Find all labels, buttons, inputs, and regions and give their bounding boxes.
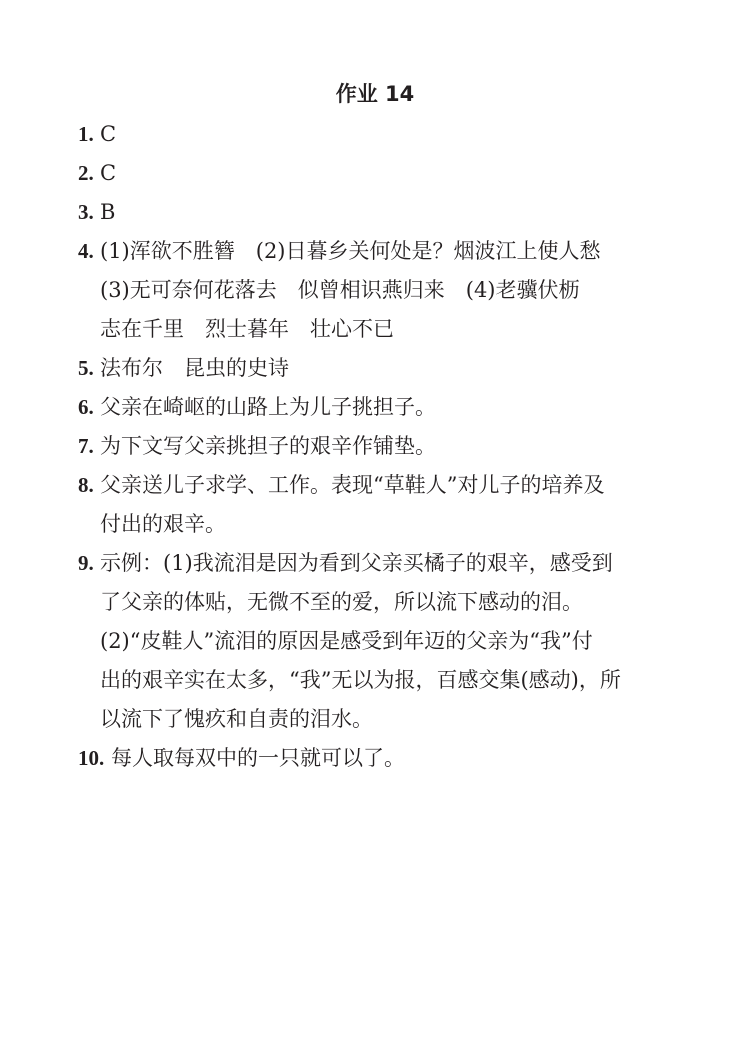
answer-number: 3. [78, 200, 94, 224]
answer-text-line: 每人取每双中的一只就可以了。 [111, 746, 405, 770]
answer-text-line: 父亲在崎岖的山路上为儿子挑担子。 [100, 395, 436, 419]
page-title: 作业 14 [335, 82, 415, 106]
answer-item [78, 388, 678, 427]
answer-number: 1. [78, 122, 94, 146]
answer-text-line: 以流下了愧疚和自责的泪水。 [100, 707, 373, 731]
answer-list [78, 115, 678, 778]
answer-text-line: 法布尔 昆虫的史诗 [100, 356, 289, 380]
answer-number: 2. [78, 161, 94, 185]
answer-item [78, 466, 678, 544]
answer-text-line: 付出的艰辛。 [100, 512, 226, 536]
answer-text-line: 父亲送儿子求学、工作。表现“草鞋人”对儿子的培养及 [100, 473, 605, 497]
answer-number: 9. [78, 551, 94, 575]
answer-item [78, 544, 678, 739]
answer-text-line: 示例：(1)我流泪是因为看到父亲买橘子的艰辛，感受到 [100, 551, 613, 575]
answer-number: 4. [78, 239, 94, 263]
answer-text-line: B [100, 200, 116, 224]
answer-item [78, 193, 678, 232]
answer-text-line: 为下文写父亲挑担子的艰辛作铺垫。 [100, 434, 436, 458]
answer-item [78, 232, 678, 349]
answer-number: 6. [78, 395, 94, 419]
answer-item [78, 739, 678, 778]
answer-text-line: 志在千里 烈士暮年 壮心不已 [100, 317, 394, 341]
answer-text-line: C [100, 122, 117, 146]
answer-number: 5. [78, 356, 94, 380]
answer-number: 10. [78, 746, 105, 770]
answer-text-line: (3)无可奈何花落去 似曾相识燕归来 (4)老骥伏枥 [100, 278, 580, 302]
answer-text-line: C [100, 161, 117, 185]
answer-number: 8. [78, 473, 94, 497]
answer-item [78, 349, 678, 388]
answer-number: 7. [78, 434, 94, 458]
answer-text-line: 了父亲的体贴，无微不至的爱，所以流下感动的泪。 [100, 590, 583, 614]
answer-text-line: 出的艰辛实在太多，“我”无以为报，百感交集(感动)，所 [100, 668, 621, 692]
answer-text-line: (2)“皮鞋人”流泪的原因是感受到年迈的父亲为“我”付 [100, 629, 593, 653]
answer-text-line: (1)浑欲不胜簪 (2)日暮乡关何处是？烟波江上使人愁 [100, 239, 601, 263]
answer-item [78, 427, 678, 466]
answer-item [78, 154, 678, 193]
answer-item [78, 115, 678, 154]
